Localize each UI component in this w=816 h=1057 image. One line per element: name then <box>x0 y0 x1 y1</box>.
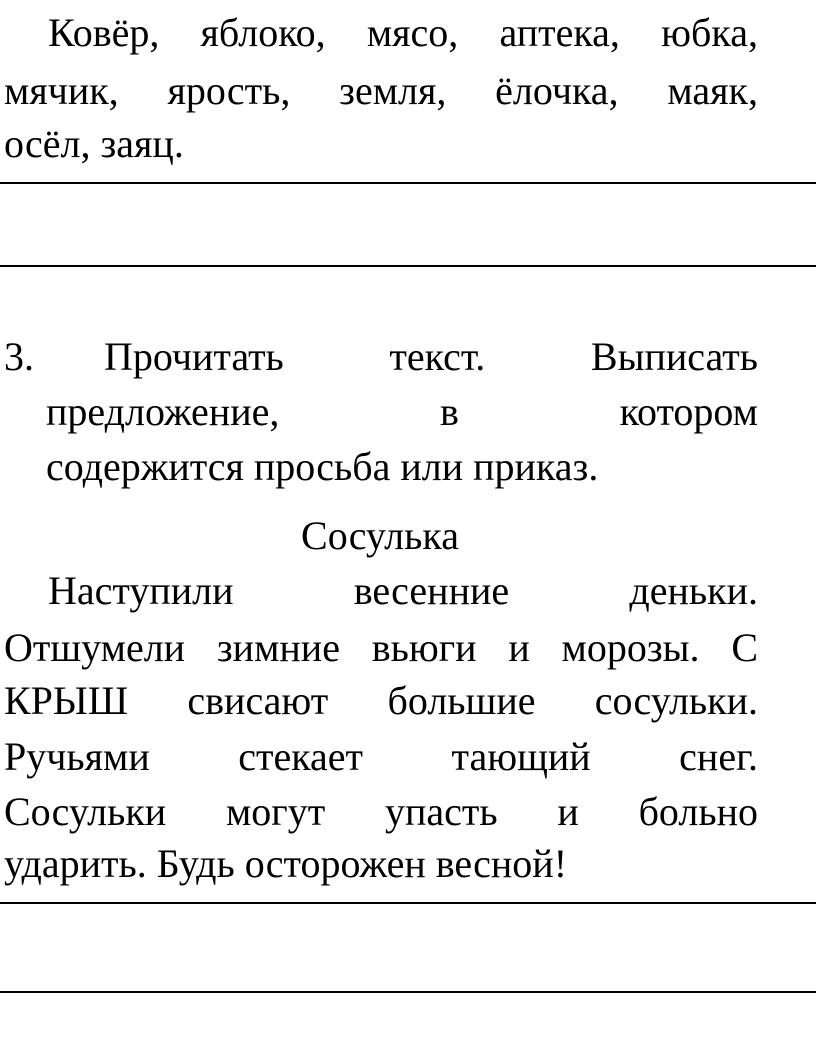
word: зимние <box>216 625 340 670</box>
word: стекает <box>238 734 364 779</box>
word: текст. <box>389 334 486 379</box>
word: ярость, <box>167 68 291 113</box>
story-line-4 <box>4 728 758 786</box>
word: упасть <box>384 789 498 834</box>
word-list-line-2 <box>4 62 758 120</box>
task-number: 3. <box>4 334 34 379</box>
word: ёлочка, <box>495 68 619 113</box>
word: большие <box>387 678 536 723</box>
word: вьюги <box>371 625 477 670</box>
story-line-2 <box>4 619 758 677</box>
task-line-2 <box>46 383 758 441</box>
word: аптека, <box>499 10 620 55</box>
word: весенние <box>353 568 510 613</box>
story-title: Сосулька <box>301 513 459 558</box>
word: Выписать <box>590 334 758 379</box>
task-line-3: содержится просьба или приказ. <box>46 444 599 489</box>
word: предложение, <box>46 389 280 434</box>
word: мячик, <box>4 68 119 113</box>
word: Ковёр, <box>48 10 160 55</box>
word: деньки. <box>629 568 758 613</box>
word: тающий <box>451 734 591 779</box>
word: С <box>731 625 758 670</box>
word: Прочитать <box>104 334 284 379</box>
story-line-3 <box>4 672 758 730</box>
story-line-5 <box>4 783 758 841</box>
word: котором <box>619 389 758 434</box>
answer-line <box>0 991 816 993</box>
word: сосульки. <box>594 678 758 723</box>
word-list-line-1 <box>48 4 758 62</box>
word: больно <box>638 789 758 834</box>
word: Ручьями <box>4 734 150 779</box>
word: мясо, <box>366 10 459 55</box>
story-line-1 <box>48 562 758 620</box>
word: земля, <box>339 68 447 113</box>
word: Сосульки <box>4 789 167 834</box>
story-line-6: ударить. Будь осторожен весной! <box>4 841 568 886</box>
word: снег. <box>679 734 758 779</box>
word: Отшумели <box>4 625 186 670</box>
word: свисают <box>187 678 329 723</box>
answer-line <box>0 902 816 904</box>
word: КРЫШ <box>4 678 129 723</box>
word: могут <box>225 789 326 834</box>
answer-line <box>0 182 816 184</box>
answer-line <box>0 265 816 267</box>
word: и <box>557 789 579 834</box>
word: яблоко, <box>200 10 326 55</box>
word: юбка, <box>661 10 758 55</box>
word: и <box>508 625 530 670</box>
word-list-line-3: осёл, заяц. <box>4 121 184 166</box>
word: в <box>440 389 459 434</box>
word: Наступили <box>48 568 234 613</box>
task-line-1 <box>104 328 758 386</box>
word: морозы. <box>561 625 700 670</box>
word: маяк, <box>667 68 758 113</box>
